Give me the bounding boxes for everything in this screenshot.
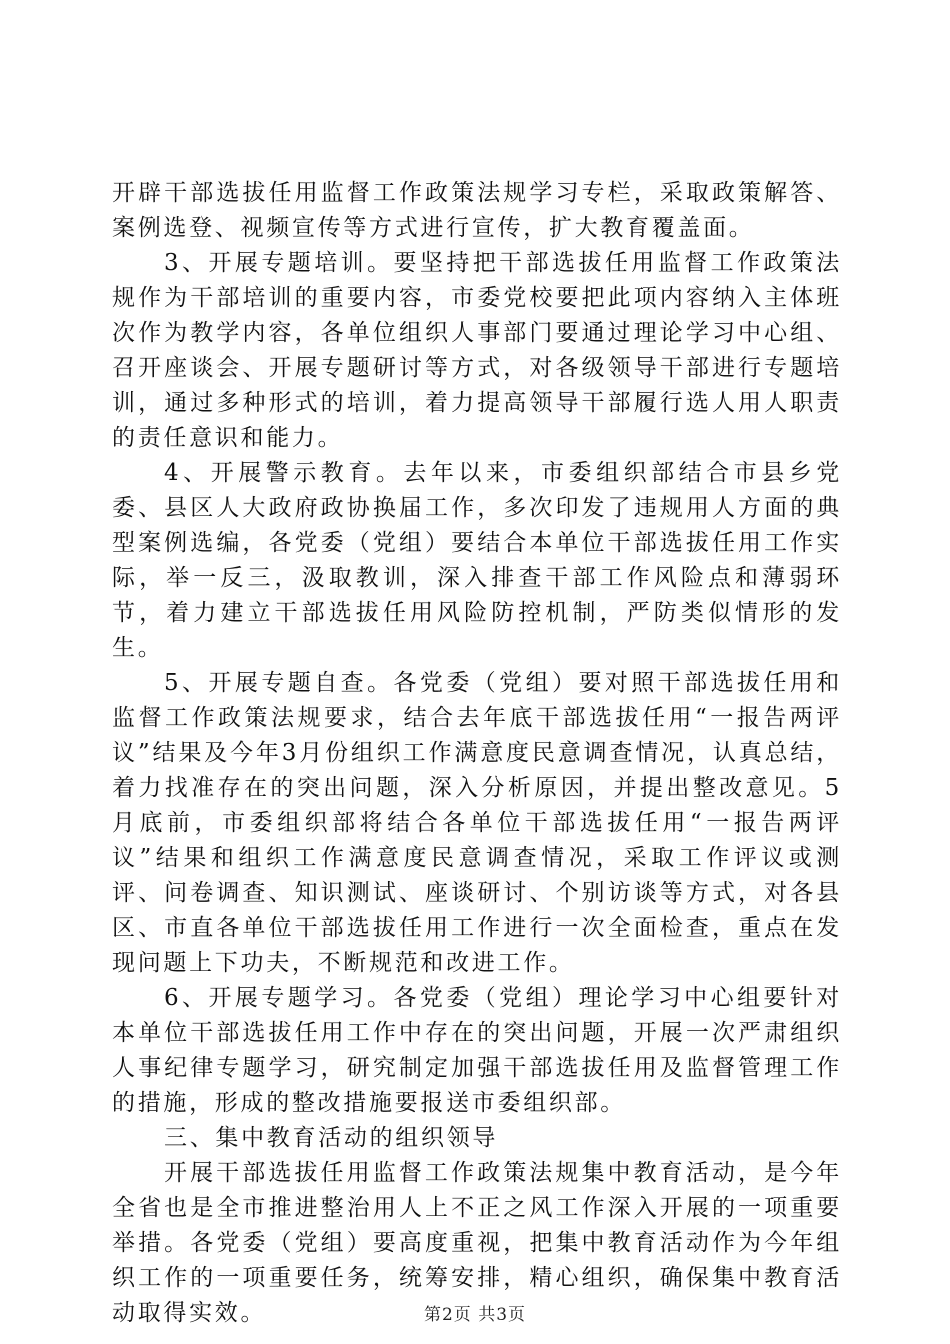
page-number-footer: 第2页 共3页 — [423, 1305, 527, 1325]
document-body — [112, 176, 842, 1331]
paragraph-item-4: 4、开展警示教育。去年以来，市委组织部结合市县乡党委、县区人大政府政协换届工作，多次印发了违规用人方面的典型案例选编，各党委（党组）要结合本单位干部选拔任用工作实际，举一反三，汲取教训，深入排查干部工作风险点和薄弱环节，着力建立干部选拔任用风险防控机制，严防类似情形的发生。 — [112, 460, 842, 661]
paragraph-item-3: 3、开展专题培训。要坚持把干部选拔任用监督工作政策法规作为干部培训的重要内容，市委党校要把此项内容纳入主体班次作为教学内容，各单位组织人事部门要通过理论学习中心组、召开座谈会、开展专题研讨等方式，对各级领导干部进行专题培训，通过多种形式的培训，着力提高领导干部履行选人用人职责的责任意识和能力。 — [112, 250, 842, 451]
section-heading: 三、集中教育活动的组织领导 — [164, 1125, 499, 1151]
paragraph-item-5: 5、开展专题自查。各党委（党组）要对照干部选拔任用和监督工作政策法规要求，结合去年底干部选拔任用“一报告两评议”结果及今年3月份组织工作满意度民意调查情况，认真总结，着力找准存在的突出问题，深入分析原因，并提出整改意见。5月底前，市委组织部将结合各单位干部选拔任用“一报告两评议”结果和组织工作满意度民意调查情况，采取工作评议或测评、问卷调查、知识测试、座谈研讨、个别访谈等方式，对各县区、市直各单位干部选拔任用工作进行一次全面检查，重点在发现问题上下功夫，不断规范和改进工作。 — [112, 670, 842, 976]
paragraph-closing: 开展干部选拔任用监督工作政策法规集中教育活动，是今年全省也是全市推进整治用人上不正之风工作深入开展的一项重要举措。各党委（党组）要高度重视，把集中教育活动作为今年组织工作的一项重要任务，统筹安排，精心组织，确保集中教育活动取得实效。 — [112, 1160, 842, 1326]
paragraph-item-6: 6、开展专题学习。各党委（党组）理论学习中心组要针对本单位干部选拔任用工作中存在的突出问题，开展一次严肃组织人事纪律专题学习，研究制定加强干部选拔任用及监督管理工作的措施，形成的整改措施要报送市委组织部。 — [112, 985, 842, 1116]
paragraph-continuation: 开辟干部选拔任用监督工作政策法规学习专栏，采取政策解答、案例选登、视频宣传等方式进行宣传，扩大教育覆盖面。 — [112, 180, 842, 241]
